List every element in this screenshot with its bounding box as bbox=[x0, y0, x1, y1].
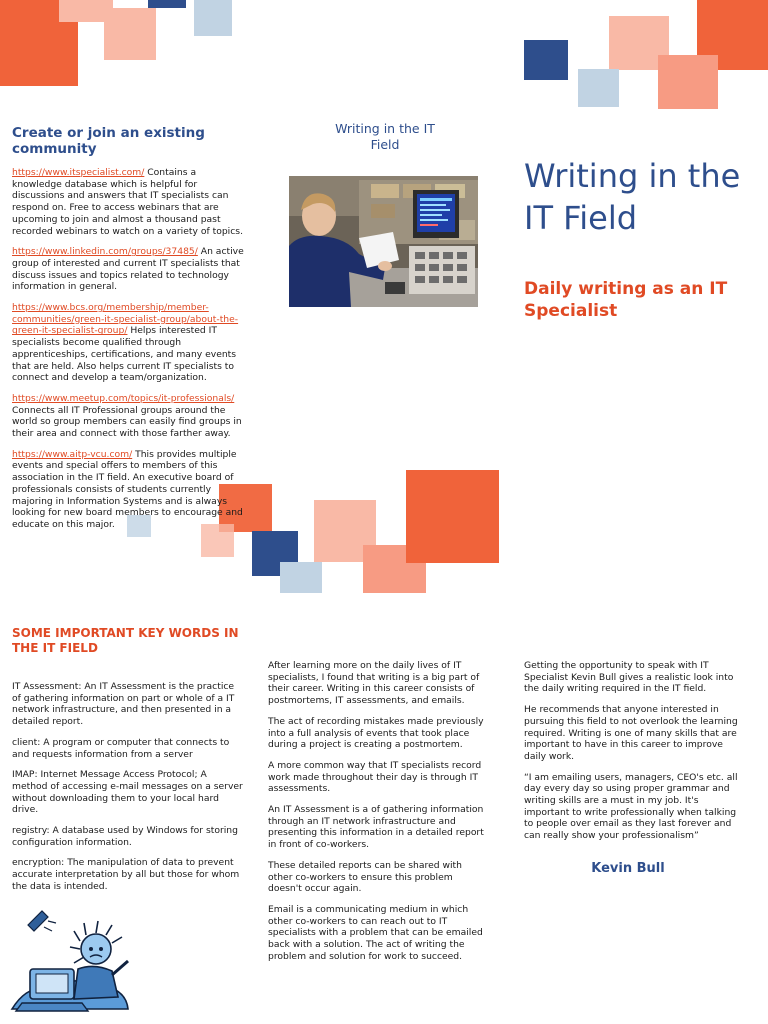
paragraph: A more common way that IT specialists record work made throughout their day is through IT assessments. bbox=[268, 759, 482, 795]
deco-square bbox=[578, 69, 619, 107]
keyword-item: encryption: The manipulation of data to prevent accurate interpretation by all but those for whom the data is intended. bbox=[12, 857, 240, 892]
deco-square bbox=[194, 0, 232, 36]
community-desc: Connects all IT Professional groups around the world so group members can easily find groups in their area and connect with those farther away. bbox=[12, 404, 242, 440]
keyword-item: client: A program or computer that connects to and requests information from a server bbox=[12, 736, 230, 760]
cover-title: Writing in the IT Field bbox=[524, 157, 741, 237]
photo-it-worker bbox=[289, 176, 478, 307]
interviewee-name: Kevin Bull bbox=[591, 861, 665, 876]
paragraph: Email is a communicating medium in which other co-workers to can reach out to IT specialists with a problem that can be emailed back with a solution. The act of writing the problem and solution for work to succeed. bbox=[268, 903, 483, 962]
keyword-item: IT Assessment: An IT Assessment is the practice of gathering information on part or whole of a IT network infrastructure, and then presented in a detailed report. bbox=[12, 681, 235, 728]
frustrated-computer-user-illustration bbox=[8, 905, 136, 1017]
community-desc: Helps interested IT specialists become qualified through apprenticeships, certifications, and many events that are held. Also helps current IT specialists to connect and develop a team/organization. bbox=[12, 325, 237, 384]
keyword-item: IMAP: Internet Message Access Protocol; A method of accessing e-mail messages on a server without downloading them to your local hard drive. bbox=[12, 769, 243, 816]
paragraph: These detailed reports can be shared with other co-workers to ensure this problem doesn't occur again. bbox=[268, 859, 462, 895]
paragraph: The act of recording mistakes made previously into a full analysis of events that took place during a project is creating a postmortem. bbox=[268, 715, 484, 751]
deco-square bbox=[104, 8, 156, 60]
community-link[interactable]: https://www.linkedin.com/groups/37485/ bbox=[12, 246, 198, 258]
keywords-list bbox=[12, 681, 244, 902]
community-desc: This provides multiple events and special offers to members of this association in the IT field. An executive board of professionals consists of students currently majoring in Information Systems and is always looking for new board members to encourage and educate on this major. bbox=[12, 448, 243, 530]
community-title: Create or join an existing community bbox=[12, 125, 205, 157]
community-link[interactable]: https://www.bcs.org/membership/member-communities/green-it-specialist-group/about-the-green-it-specialist-group/ bbox=[12, 302, 239, 337]
deco-square bbox=[658, 55, 718, 109]
quote: “I am emailing users, managers, CEO's etc. all day every day so using proper grammar and writing skills are a must in my job. It's important to write professionally when talking to people over email as they last forever and can really show your professionalism” bbox=[524, 771, 738, 842]
deco-square bbox=[280, 562, 322, 593]
community-list bbox=[12, 167, 248, 540]
paragraph: Getting the opportunity to speak with IT Specialist Kevin Bull gives a realistic look into the daily writing required in the IT field. bbox=[524, 660, 734, 695]
community-entry bbox=[12, 246, 248, 293]
community-link[interactable]: https://www.itspecialist.com/ bbox=[12, 167, 145, 178]
community-desc: An active group of interested and current IT specialists that discuss issues and topics related to technology information in general. bbox=[12, 246, 244, 293]
community-desc: Contains a knowledge database which is helpful for discussions and answers that IT specialists can respond on. Free to access webinars that are upcoming to join and almost a thousand past recorded webinars to watch on a variety of topics. bbox=[12, 167, 243, 237]
community-entry bbox=[12, 393, 248, 440]
community-entry bbox=[12, 449, 248, 531]
community-link[interactable]: https://www.meetup.com/topics/it-professionals/ bbox=[12, 392, 235, 404]
keywords-title: SOME IMPORTANT KEY WORDS IN THE IT FIELD bbox=[12, 626, 239, 655]
writing-overview bbox=[268, 660, 486, 971]
paragraph: After learning more on the daily lives of IT specialists, I found that writing is a big part of their career. Writing in this career consists of postmortems, IT assessments, and emails. bbox=[268, 660, 480, 707]
community-link[interactable]: https://www.aitp-vcu.com/ bbox=[12, 448, 133, 460]
paragraph: He recommends that anyone interested in pursuing this field to not overlook the learning required. Writing is one of many skills that are important to have in this career to improve daily work. bbox=[524, 704, 738, 762]
deco-square bbox=[148, 0, 186, 8]
keyword-item: registry: A database used by Windows for storing configuration information. bbox=[12, 825, 238, 848]
figure-caption: Writing in the IT Field bbox=[335, 121, 435, 152]
cover-subtitle: Daily writing as an IT Specialist bbox=[524, 279, 728, 321]
paragraph: An IT Assessment is a of gathering information through an IT network infrastructure and presenting this information in a detailed report in front of co-workers. bbox=[268, 804, 484, 851]
deco-square bbox=[524, 40, 568, 80]
community-entry bbox=[12, 167, 248, 237]
deco-square bbox=[406, 470, 499, 563]
community-entry bbox=[12, 302, 248, 384]
interview-section bbox=[524, 660, 746, 851]
